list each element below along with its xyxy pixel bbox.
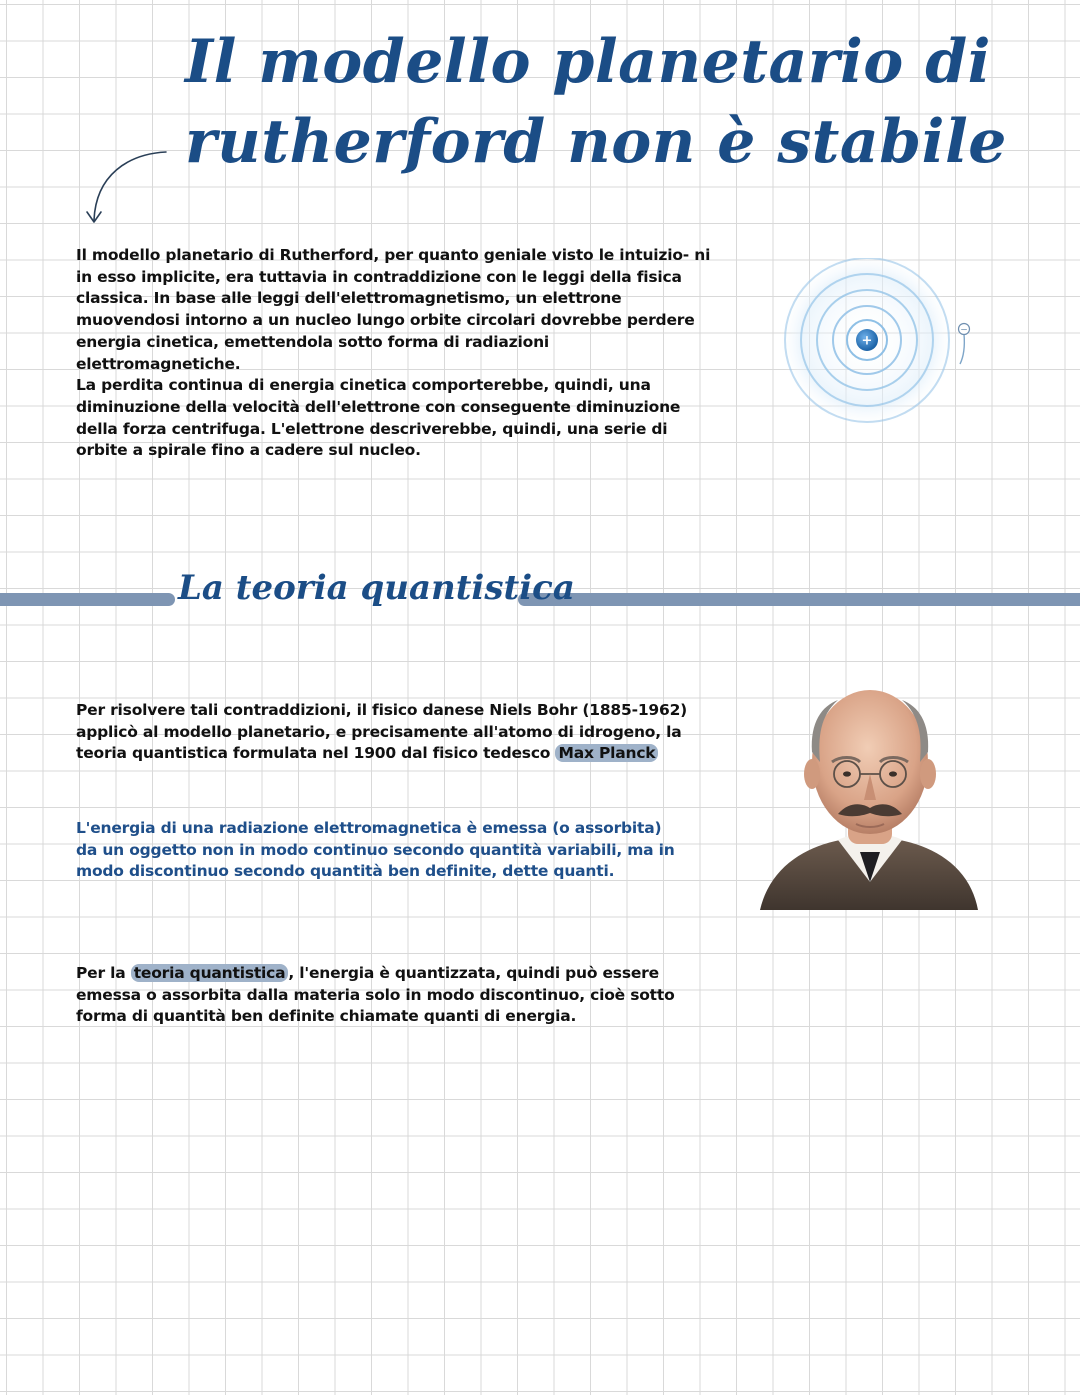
nucleus-symbol: +: [861, 333, 873, 349]
energy-definition-paragraph: L'energia di una radiazione elettromagnetica è emessa (o assorbita) da un oggetto non in modo continuo secondo quantità variabili, ma in modo discontinuo secondo quantità ben definite, dette quanti.: [76, 819, 675, 881]
bohr-paragraph: [76, 700, 726, 765]
section-header: [0, 568, 1080, 610]
quantum-theory-highlight: teoria quantistica: [131, 964, 289, 982]
max-planck-portrait: [760, 682, 980, 912]
max-planck-highlight: Max Planck: [555, 744, 658, 762]
atom-orbits-figure: [772, 258, 977, 428]
page-title-line-1: Il modello planetario di: [185, 27, 991, 97]
electron-symbol: −: [960, 325, 968, 336]
section-bar-left: [0, 593, 175, 606]
bohr-paragraph-text: Per risolvere tali contraddizioni, il fisico danese Niels Bohr (1885-1962) applicò al modello planetario, e precisamente all'atomo di idrogeno, la teoria quantistica formulata nel 1900 dal fisico tedesco: [76, 701, 688, 763]
rutherford-paragraph-part-1: Il modello planetario di Rutherford, per quanto geniale visto le intuizio- ni in esso implicite, era tuttavia in contraddizione con le leggi della fisica classica. In base alle leggi dell'elettromagnetismo, un elettrone muovendosi intorno a un nucleo lungo orbite circolari dovrebbe perdere energia cinetica, emettendola sotto forma di radiazioni elettromagnetiche.: [76, 246, 711, 373]
section-bar-right: [518, 593, 1080, 606]
quantum-theory-paragraph: [76, 963, 701, 1028]
section-title: La teoria quantistica: [178, 568, 575, 608]
rutherford-paragraph: [76, 245, 716, 462]
curved-arrow-icon: [78, 140, 173, 235]
rutherford-paragraph-part-2: La perdita continua di energia cinetica comporterebbe, quindi, una diminuzione della velocità dell'elettrone con conseguente diminuzione della forza centrifuga. L'elettrone descriverebbe, quindi, una serie di orbite a spirale fino a cadere sul nucleo.: [76, 376, 681, 460]
quantum-paragraph-rest: , l'energia è quantizzata, quindi può essere emessa o assorbita dalla materia solo in modo discontinuo, cioè sotto forma di quantità ben definite chiamate quanti di energia.: [76, 964, 675, 1026]
page-title-line-2: rutherford non è stabile: [185, 107, 1007, 177]
quantum-paragraph-intro: Per la: [76, 964, 131, 982]
page-title: [185, 22, 1007, 182]
